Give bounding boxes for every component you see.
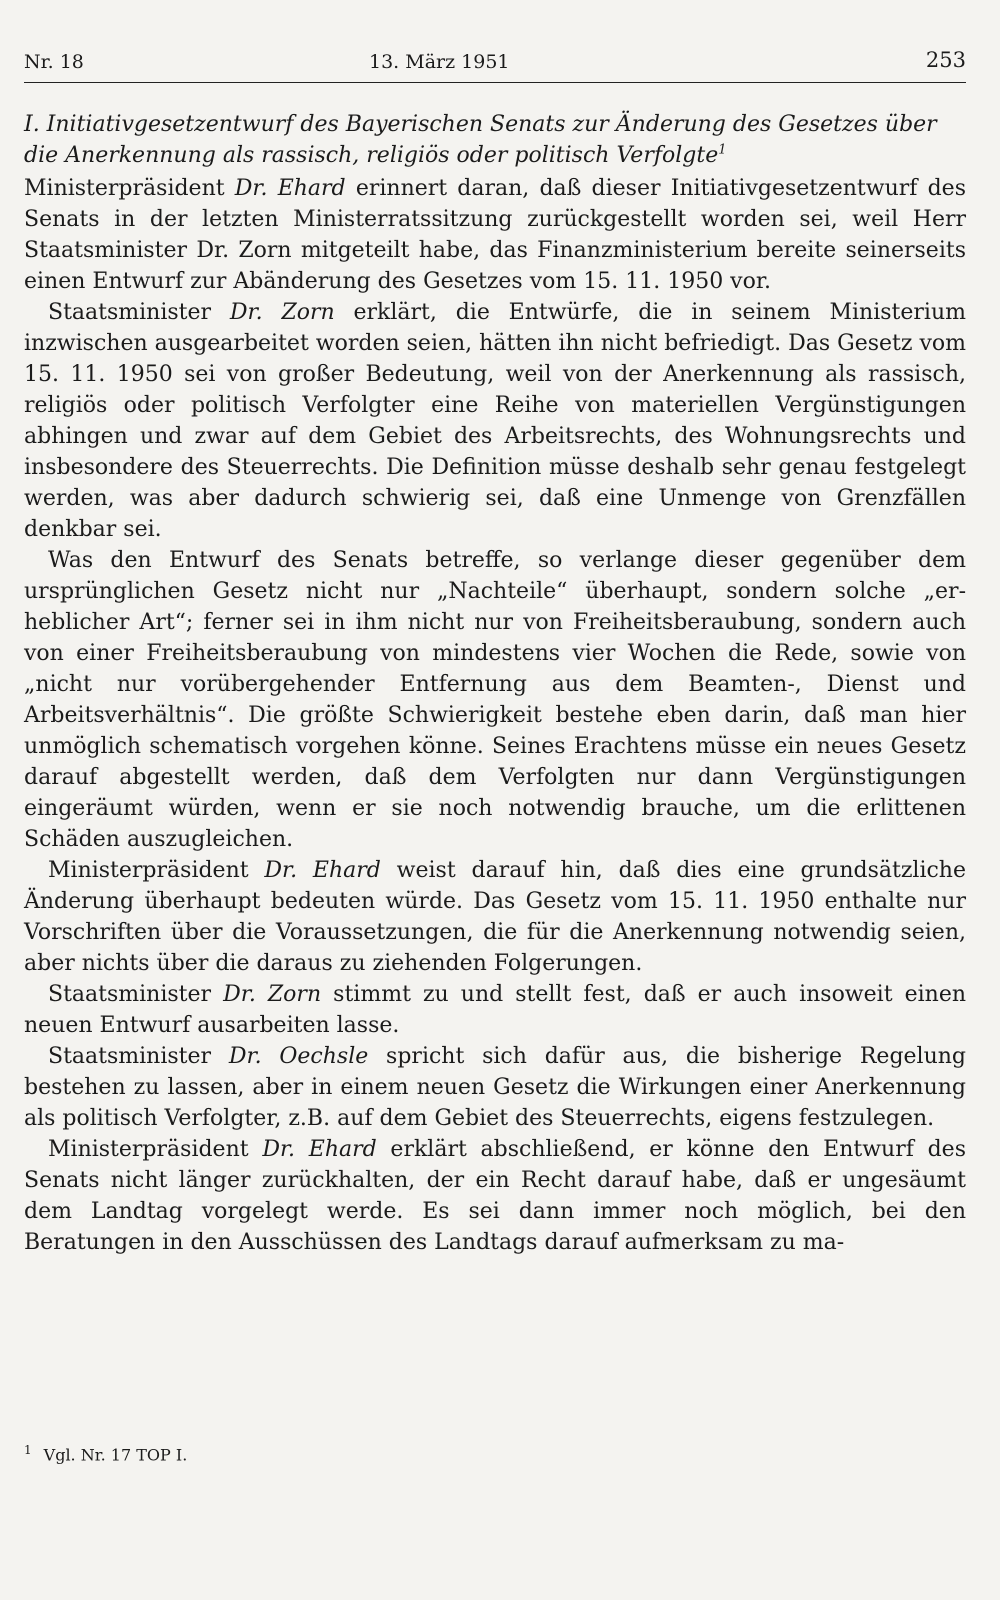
paragraph-text: erinnert daran, daß dieser Initiativgesetzentwurf des Senats in der letzten Ministerratssitzung zurückgestellt worden sei, weil Herr Staatsminister Dr. Zorn mitgeteilt habe, das Finanzministerium bereite seinerseits einen Entwurf zur Abänderung des Gesetzes vom 15. 11. 1950 vor.: [24, 176, 966, 294]
footnote-text: Vgl. Nr. 17 TOP I.: [43, 1445, 188, 1465]
speaker-name: Dr. Ehard: [234, 176, 346, 201]
speaker-name: Dr. Zorn: [229, 300, 335, 325]
footnote: [24, 1440, 966, 1465]
paragraph: [24, 1134, 966, 1258]
paragraph: [24, 855, 966, 979]
header-date: 13. März 1951: [369, 51, 510, 73]
paragraph: [24, 1041, 966, 1134]
speaker-name: Dr. Oechsle: [228, 1044, 369, 1069]
paragraph-text: stimmt zu und stellt fest, daß er auch insoweit einen neuen Entwurf ausarbeiten lasse.: [24, 982, 967, 1038]
document-page: [24, 0, 966, 1600]
issue-number: Nr. 18: [24, 51, 84, 73]
paragraph-lead: Ministerpräsident: [24, 176, 235, 201]
paragraph-lead: Staatsminister: [48, 1044, 229, 1069]
paragraph: [24, 297, 966, 545]
speaker-name: Dr. Zorn: [223, 982, 322, 1007]
paragraph-text: spricht sich dafür aus, die bisherige Regelung bestehen zu lassen, aber in einem neuen Gesetz die Wirkungen einer Anerkennung als politisch Verfolgter, z.B. auf dem Gebiet des Steuerrechts, eigens festzulegen.: [24, 1044, 966, 1131]
paragraph-lead: Staatsminister: [48, 982, 224, 1007]
footnote-mark: 1: [24, 1443, 32, 1457]
speaker-name: Dr. Ehard: [264, 858, 381, 883]
speaker-name: Dr. Ehard: [262, 1137, 377, 1162]
footnote-reference: 1: [718, 142, 727, 158]
paragraph-lead: Staatsminister: [48, 300, 230, 325]
paragraph: [24, 173, 966, 297]
paragraph-lead: Ministerpräsident: [48, 858, 265, 883]
paragraph-text: erklärt, die Entwürfe, die in seinem Ministerium inzwischen ausgearbeitet worden seien, hätten ihn nicht befriedigt. Das Gesetz vom 15. 11. 1950 sei von großer Bedeutung, weil von der Anerkennung als rassisch, religiös oder politisch Verfolgter eine Reihe von materiellen Vergünstigungen abhingen und zwar auf dem Gebiet des Arbeitsrechts, des Wohnungsrechts und insbesondere des Steuerrechts. Die Definition müsse deshalb sehr genau festgelegt werden, was aber dadurch schwierig sei, daß eine Unmenge von Grenzfällen denkbar sei.: [24, 300, 966, 542]
paragraph: [24, 545, 966, 855]
page-number: 253: [925, 48, 966, 72]
paragraph-lead: Ministerpräsident: [48, 1137, 263, 1162]
paragraph-text: erklärt abschließend, er könne den Entwurf des Senats nicht länger zurückhalten, der ein Recht darauf habe, daß er ungesäumt dem Landtag vorgelegt werde. Es sei dann immer noch möglich, bei den Beratungen in den Ausschüssen des Landtags darauf aufmerksam zu ma-: [24, 1137, 966, 1255]
document-body: [24, 109, 966, 1258]
page-header: [24, 46, 966, 83]
paragraph-text: Was den Entwurf des Senats betreffe, so verlange dieser gegenüber dem ursprünglichen Gesetz nicht nur „Nachteile“ überhaupt, sondern solche „erheblicher Art“; ferner sei in ihm nicht nur von Freiheitsberaubung, sondern auch von einer Freiheitsberaubung von mindestens vier Wochen die Rede, sowie von „nicht nur vorübergehender Entfernung aus dem Beamten-, Dienst und Arbeitsverhältnis“. Die größte Schwierigkeit bestehe eben darin, daß man hier unmöglich schematisch vorgehen könne. Seines Erachtens müsse ein neues Gesetz darauf abgestellt werden, daß dem Verfolgten nur dann Vergünstigungen eingeräumt würden, wenn er sie noch notwendig brauche, um die erlittenen Schäden auszugleichen.: [24, 548, 966, 852]
section-heading: [24, 109, 966, 171]
section-heading-text: I. Initiativgesetzentwurf des Bayerischen Senats zur Änderung des Gesetzes über die Anerkennung als rassisch, religiös oder politisch Verfolgte: [24, 112, 937, 168]
paragraph: [24, 979, 966, 1041]
paragraph-text: weist darauf hin, daß dies eine grundsätzliche Änderung überhaupt bedeuten würde. Das Gesetz vom 15. 11. 1950 enthalte nur Vorschriften über die Voraussetzungen, die für die Anerkennung notwendig seien, aber nichts über die daraus zu ziehenden Folgerungen.: [24, 858, 966, 976]
